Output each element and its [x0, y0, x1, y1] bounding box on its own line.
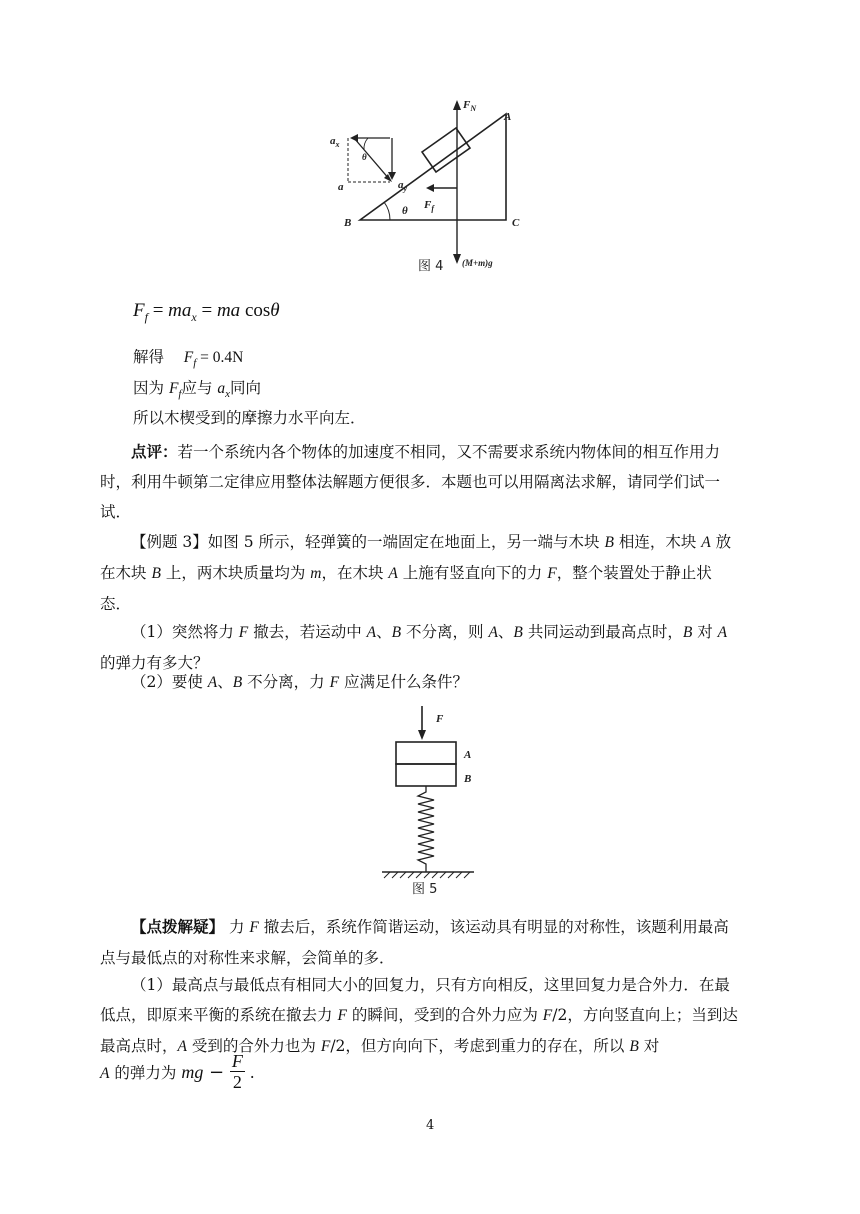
angle-arc-b — [384, 202, 390, 220]
label-b-vertex: B — [344, 217, 352, 229]
question-2: （2）要使 A、B 不分离，力 F 应满足什么条件？ — [131, 673, 469, 691]
conclusion-line: 所以木楔受到的摩擦力水平向左． — [133, 409, 366, 427]
label-block-a: A — [464, 749, 472, 761]
figure-4-caption: 图 4 — [418, 259, 444, 274]
answer-1-formula-line: A 的弹力为 mg − $\frac{F}{2}$ . — [100, 1050, 255, 1092]
gravity-arrowhead — [453, 254, 461, 264]
label-theta-accel: θ — [362, 152, 367, 162]
equation-friction: $F_f = ma_x$ = ma cosθ — [133, 300, 280, 324]
label-fn: $F_N$ — [463, 99, 477, 113]
block-b — [396, 764, 456, 786]
label-c-vertex: C — [512, 217, 520, 229]
label-block-b: B — [464, 773, 472, 785]
figure-5-caption: 图 5 — [412, 882, 438, 897]
comment-paragraph — [100, 437, 740, 527]
comment-label: 点评： — [131, 442, 178, 461]
accel-ax-arrowhead — [350, 134, 358, 142]
question-1: （1）突然将力 F 撤去，若运动中 A、B 不分离，则 A、B 共同运动到最高点时，B 对 A 的弹力有多大？ — [100, 623, 728, 672]
friction-arrowhead — [426, 184, 434, 192]
figure-4 — [318, 92, 558, 282]
force-f-arrowhead — [418, 730, 426, 740]
block-on-incline — [422, 128, 470, 172]
hint-paragraph: 【点拨解疑】 力 F 撤去后，系统作简谐运动，该运动具有明显的对称性，该题利用最高点与最低点的对称性来求解，会简单的多． — [100, 917, 729, 967]
comment-text: 若一个系统内各个物体的加速度不相同，又不需要求系统内物体间的相互作用力时，利用牛顿第二定律应用整体法解题方便很多．本题也可以用隔离法求解，请同学们试一试． — [100, 443, 721, 521]
label-f: F — [436, 713, 444, 725]
label-a-vertex: A — [504, 111, 512, 123]
answer-1-paragraph: （1）最高点与最低点有相同大小的回复力，只有方向相反，这里回复力是合外力．在最低点，即原来平衡的系统在撤去力 F 的瞬间，受到的合外力应为 F/2，方向竖直向上；当到达最高点时，A 受到的合外力也为 F/2，但方向向下，考虑到重力的存在，所以 B 对 — [100, 976, 738, 1055]
label-ay: $a_y$ — [398, 179, 408, 193]
angle-arc-accel — [364, 138, 368, 150]
page-number: 4 — [426, 1118, 435, 1133]
fraction-f-over-2: $\frac{F}{2}$ — [231, 1050, 243, 1092]
solve-line: 解得 $F_f = 0.4N$ — [133, 348, 244, 370]
ground-hatching — [384, 872, 470, 878]
block-a — [396, 742, 456, 764]
label-theta-b: θ — [402, 205, 408, 217]
accel-a-arrow — [354, 138, 390, 180]
label-ax: $a_x$ — [330, 135, 340, 149]
example3-paragraph: 【例题 3】如图 5 所示，轻弹簧的一端固定在地面上，另一端与木块 B 相连，木块 A 放在木块 B 上，两木块质量均为 m，在木块 A 上施有竖直向下的力 F，整个装置处于静止状态． — [100, 533, 732, 613]
label-gravity: (M+m)g — [462, 258, 493, 268]
figure-5 — [370, 700, 490, 900]
because-line: 因为 $F_f$应与 $a_x$同向 — [133, 379, 262, 401]
normal-force-arrowhead — [453, 100, 461, 110]
label-ff: $F_f$ — [424, 199, 435, 213]
hint-label: 【点拨解疑】 — [131, 917, 225, 936]
label-a-accel: a — [338, 181, 344, 193]
spring — [418, 786, 434, 872]
